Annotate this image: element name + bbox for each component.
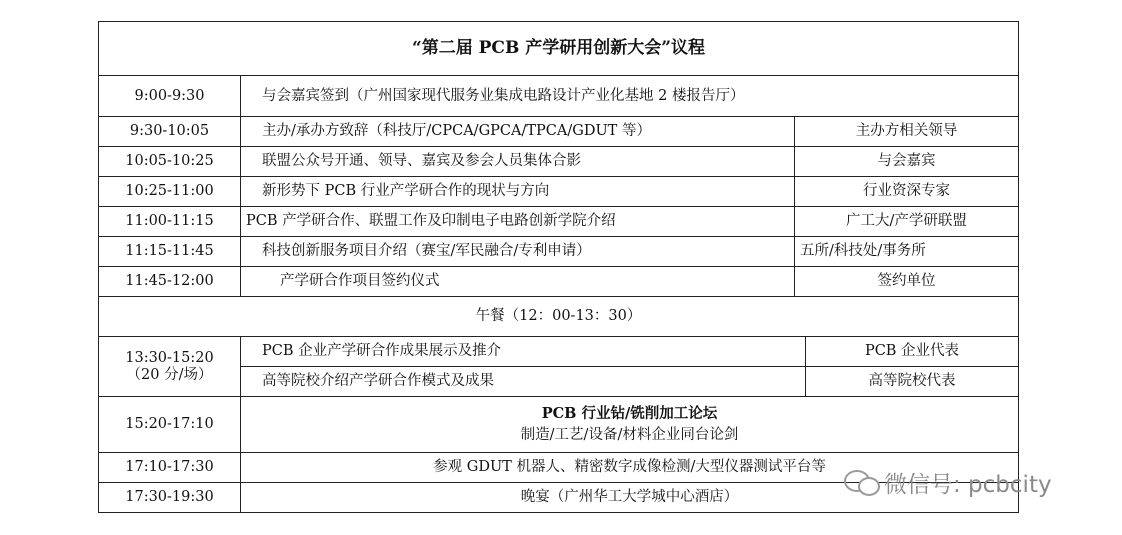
agenda-title: “第二届 PCB 产学研用创新大会”议程 [411,37,706,58]
row-time: 11:45-12:00 [125,273,214,290]
forum-cell [241,397,1018,452]
row-time: 10:05-10:25 [125,153,214,170]
forum-subtitle: 制造/工艺/设备/材料企业同台论剑 [520,426,739,443]
afternoon-time [99,337,240,396]
table-border-bottom [98,512,1019,513]
column-divider [240,75,241,296]
row-item: PCB 企业产学研合作成果展示及推介 [262,343,502,360]
row-item: 与会嘉宾签到（广州国家现代服务业集成电路设计产业化基地 2 楼报告厅） [262,87,745,104]
afternoon-time-note: （20 分/场） [126,366,213,383]
row-speaker: 五所/科技处/事务所 [800,243,926,260]
table-border-right [1018,21,1019,513]
forum-title: PCB 行业钻/铣削加工论坛 [541,404,718,422]
row-speaker: 高等院校代表 [868,373,956,390]
lunch-break: 午餐（12：00-13：30） [475,308,642,325]
row-item: PCB 产学研合作、联盟工作及印制电子电路创新学院介绍 [246,213,616,230]
wechat-icon [842,467,880,497]
row-item: 新形势下 PCB 行业产学研合作的现状与方向 [262,183,550,200]
row-item: 高等院校介绍产学研合作模式及成果 [262,373,494,390]
row-time: 9:00-9:30 [134,87,205,104]
row-item: 晚宴（广州华工大学城中心酒店） [520,489,739,506]
afternoon-time-range: 13:30-15:20 [125,349,214,366]
row-speaker: 与会嘉宾 [877,153,936,170]
row-time: 17:30-19:30 [125,489,214,506]
row-item: 科技创新服务项目介绍（赛宝/军民融合/专利申请） [262,243,591,260]
row-time: 15:20-17:10 [125,416,214,433]
row-time: 11:00-11:15 [125,213,214,230]
watermark-text: 微信号: pcbcity [884,471,1052,498]
row-item: 主办/承办方致辞（科技厅/CPCA/GPCA/TPCA/GDUT 等） [262,123,651,140]
row-speaker: 广工大/产学研联盟 [846,213,967,230]
row-speaker: 行业资深专家 [863,183,950,200]
row-speaker: 主办方相关领导 [855,123,958,140]
row-time: 11:15-11:45 [125,243,214,260]
watermark [842,462,1092,502]
row-time: 17:10-17:30 [125,459,214,476]
row-item: 产学研合作项目签约仪式 [280,273,440,290]
row-speaker: 签约单位 [877,273,936,290]
row-item: 参观 GDUT 机器人、精密数字成像检测/大型仪器测试平台等 [433,459,826,476]
row-time: 9:30-10:05 [129,123,210,140]
row-speaker: PCB 企业代表 [864,343,960,360]
row-item: 联盟公众号开通、领导、嘉宾及参会人员集体合影 [262,153,581,170]
row-time: 10:25-11:00 [125,183,214,200]
